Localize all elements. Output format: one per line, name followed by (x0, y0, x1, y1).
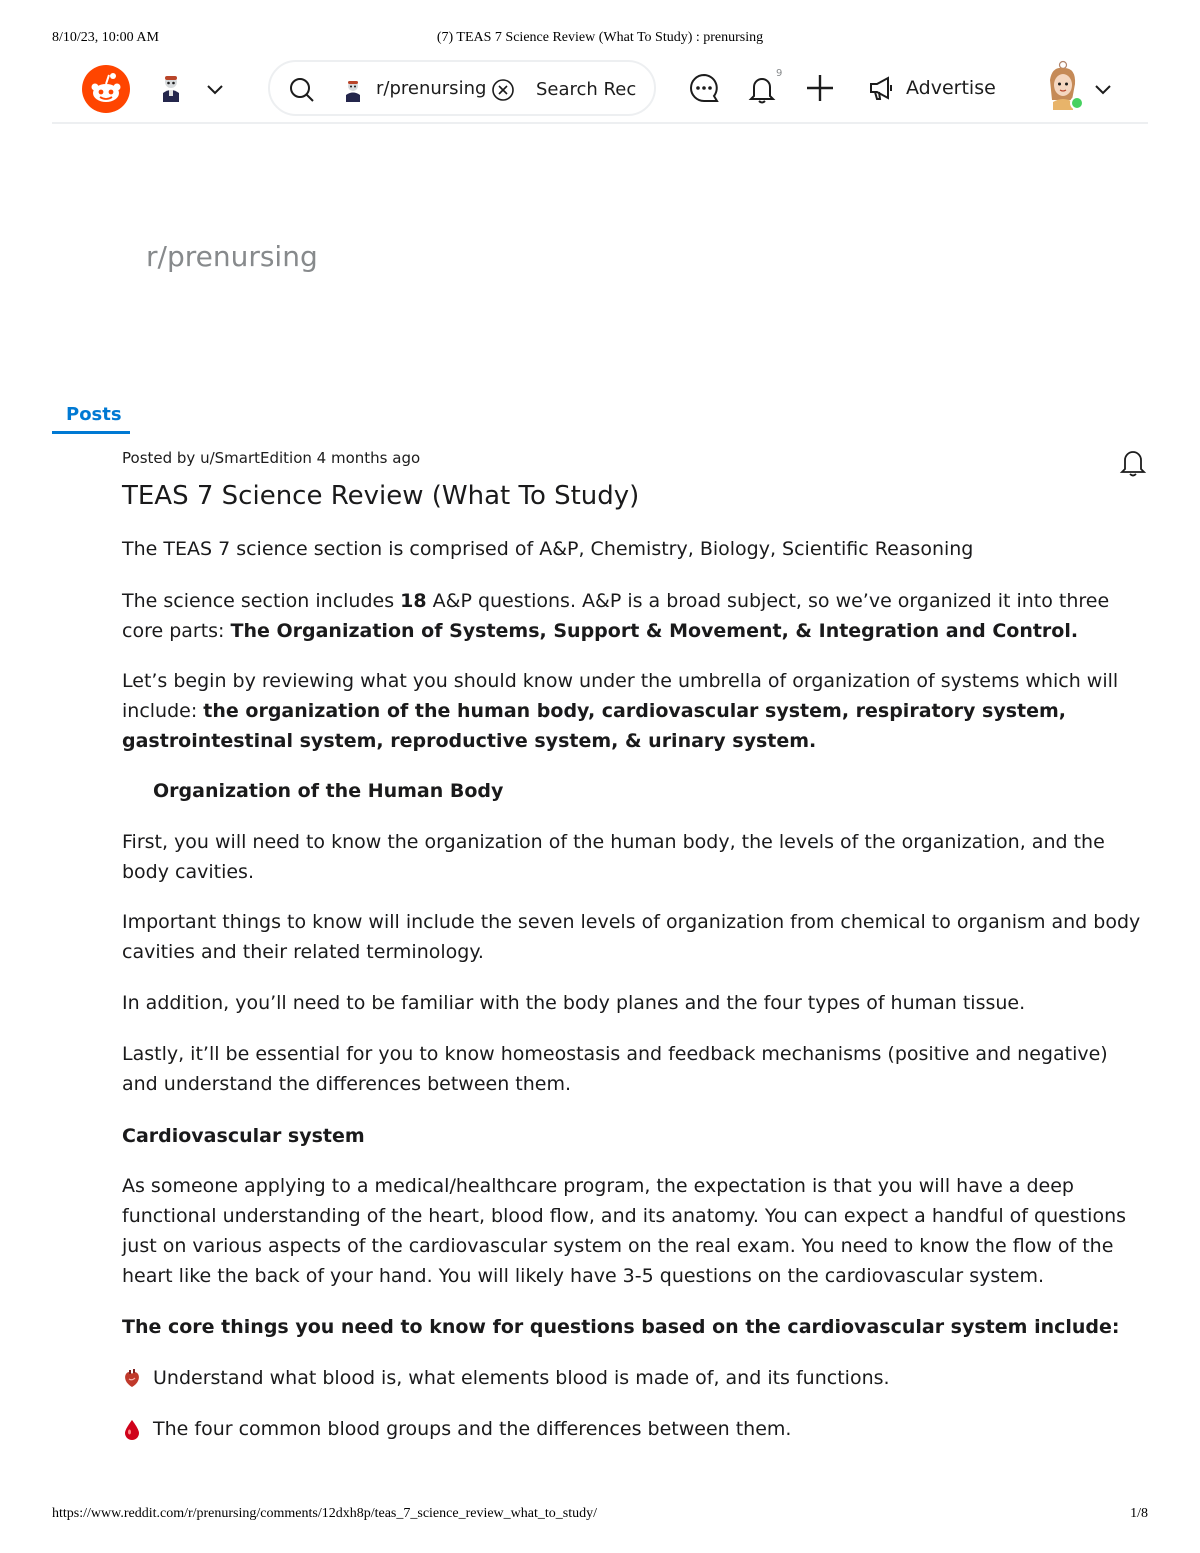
notification-bell-icon[interactable] (746, 72, 778, 104)
community-chip-label: r/prenursing (376, 78, 487, 99)
chat-icon[interactable] (688, 72, 720, 104)
paragraph: First, you will need to know the organization of the human body, the levels of the organization, and the body cavities. (122, 831, 1105, 883)
header-divider (52, 122, 1148, 124)
paragraph: The core things you need to know for questions based on the cardiovascular system include: (122, 1316, 1120, 1338)
list-item (122, 1414, 1148, 1444)
paragraph: The TEAS 7 science section is comprised of A&P, Chemistry, Biology, Scientific Reasoning (122, 538, 974, 560)
print-url: https://www.reddit.com/r/prenursing/comments/12dxh8p/teas_7_science_review_what_to_study/ (52, 1506, 597, 1521)
anatomical-heart-icon (122, 1367, 142, 1389)
section-heading: Organization of the Human Body (153, 780, 504, 802)
paragraph: Important things to know will include the seven levels of organization from chemical to organism and body cavities and their related terminology. (122, 911, 1141, 963)
tab-active-indicator (52, 431, 130, 434)
paragraph: As someone applying to a medical/healthcare program, the expectation is that you will have a deep functional understanding of the heart, blood flow, and its anatomy. You can expect a handful of questions just on various aspects of the cardiovascular system on the real exam. You need to know the flow of the heart like the back of your hand. You will likely have 3-5 questions on the cardiovascular system. (122, 1175, 1127, 1287)
print-page-number: 1/8 (1130, 1506, 1148, 1521)
text: Let’s begin by reviewing what you should know under the umbrella of organization of systems which will include: (122, 670, 1119, 722)
search-icon (288, 76, 316, 104)
paragraph (122, 586, 1148, 646)
post-title[interactable]: TEAS 7 Science Review (What To Study) (122, 481, 640, 511)
bold-text: the organization of the human body, cardiovascular system, respiratory system, gastrointestinal system, reproductive system, & urinary system. (122, 700, 1067, 752)
blood-drop-icon (122, 1418, 142, 1440)
list-item (122, 1363, 1148, 1393)
post (122, 446, 1148, 1444)
text: A&P questions. A&P is a broad subject, so we’ve organized it into three core parts: (122, 590, 1110, 642)
text: The science section includes (122, 590, 401, 612)
chevron-down-icon[interactable] (204, 78, 226, 100)
list-item-text: Understand what blood is, what elements blood is made of, and its functions. (153, 1367, 890, 1389)
top-header (52, 58, 1148, 122)
section-heading: Cardiovascular system (122, 1125, 365, 1147)
post-body (122, 534, 1148, 1444)
tab-posts[interactable] (52, 402, 130, 434)
search-input[interactable]: Search Rec (536, 79, 637, 100)
print-datetime: 8/10/23, 10:00 AM (52, 30, 159, 45)
print-page-title: (7) TEAS 7 Science Review (What To Study) : prenursing (436, 30, 764, 45)
paragraph: Lastly, it’ll be essential for you to know homeostasis and feedback mechanisms (positive and negative) and understand the differences between them. (122, 1043, 1108, 1095)
clear-circle-icon[interactable] (491, 78, 515, 102)
follow-post-bell-icon[interactable] (1118, 446, 1148, 478)
community-chip-avatar-icon (342, 78, 364, 102)
community-avatar-icon[interactable] (156, 72, 186, 102)
reddit-logo-icon[interactable] (82, 65, 130, 113)
notification-count: 9 (776, 68, 783, 79)
list-item-text: The four common blood groups and the differences between them. (153, 1418, 792, 1440)
search-bar[interactable] (268, 60, 656, 116)
paragraph: In addition, you’ll need to be familiar with the body planes and the four types of human tissue. (122, 992, 1026, 1014)
chevron-down-icon[interactable] (1092, 78, 1114, 100)
bold-text: The Organization of Systems, Support & Movement, & Integration and Control. (230, 620, 1079, 642)
paragraph (122, 666, 1148, 756)
post-meta: Posted by u/SmartEdition 4 months ago (122, 449, 421, 467)
plus-icon[interactable] (804, 72, 836, 104)
bold-number: 18 (400, 590, 427, 612)
advertise-label: Advertise (906, 77, 996, 99)
subreddit-name[interactable]: r/prenursing (146, 240, 318, 273)
megaphone-icon (868, 74, 896, 102)
tab-posts-label: Posts (66, 404, 122, 425)
online-status-indicator (1070, 96, 1084, 110)
